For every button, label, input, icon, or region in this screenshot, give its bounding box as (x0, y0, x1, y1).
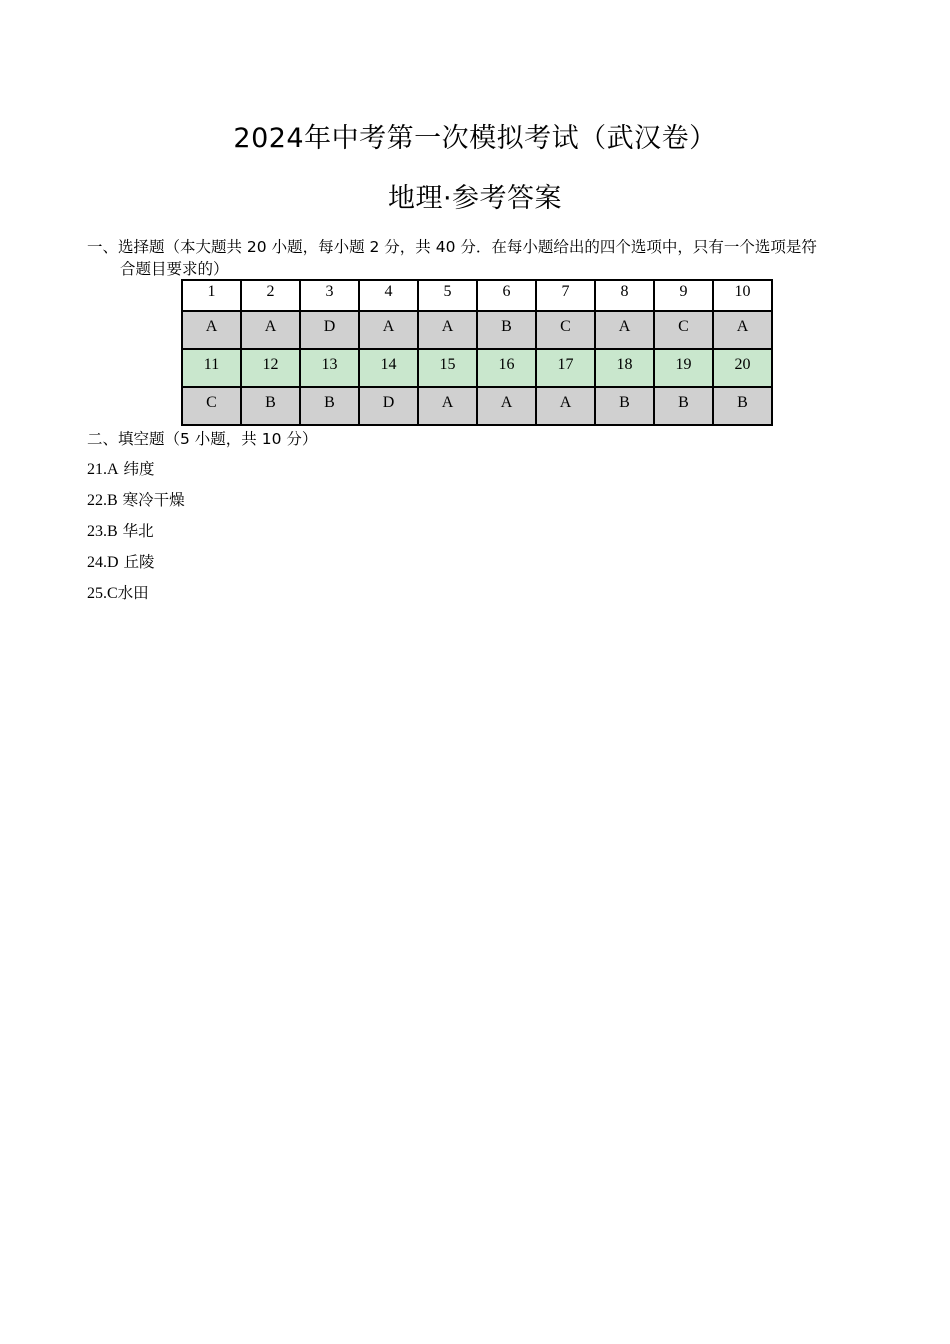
fill-answer-21 (87, 458, 155, 481)
question-number-cell: 11 (182, 349, 241, 387)
answer-cell: B (654, 387, 713, 425)
question-number-cell: 9 (654, 280, 713, 311)
fill-answer-23 (87, 520, 154, 543)
fill-answer-text: 寒冷干燥 (117, 491, 185, 509)
fill-answer-number: 24.D (87, 554, 119, 571)
answer-cell: A (418, 387, 477, 425)
answer-cell: A (241, 311, 300, 349)
section-1-heading-line-2: 合题目要求的） (120, 260, 229, 278)
question-number-cell: 20 (713, 349, 772, 387)
answer-cell: D (300, 311, 359, 349)
answer-cell: A (418, 311, 477, 349)
question-number-cell: 14 (359, 349, 418, 387)
fill-answer-24 (87, 551, 155, 574)
question-number-cell: 18 (595, 349, 654, 387)
section-1-heading (87, 236, 877, 280)
answer-cell: A (182, 311, 241, 349)
fill-answer-number: 23.B (87, 523, 118, 540)
answer-cell: B (241, 387, 300, 425)
fill-answer-text: 纬度 (118, 460, 155, 478)
answer-cell: B (713, 387, 772, 425)
question-number-row (182, 280, 772, 311)
answer-cell: A (713, 311, 772, 349)
question-number-cell: 4 (359, 280, 418, 311)
answer-table (181, 279, 773, 426)
fill-answer-text: 华北 (117, 522, 154, 540)
fill-answer-text: 水田 (117, 584, 149, 602)
fill-answer-text: 丘陵 (118, 553, 155, 571)
question-number-cell: 10 (713, 280, 772, 311)
question-number-cell: 2 (241, 280, 300, 311)
question-number-cell: 16 (477, 349, 536, 387)
answer-cell: B (300, 387, 359, 425)
question-number-cell: 15 (418, 349, 477, 387)
question-number-cell: 12 (241, 349, 300, 387)
question-number-cell: 3 (300, 280, 359, 311)
question-number-cell: 8 (595, 280, 654, 311)
section-1-heading-line-1: 一、选择题（本大题共 20 小题，每小题 2 分，共 40 分．在每小题给出的四个选项中，只有一个选项是符 (87, 238, 817, 256)
answer-row (182, 311, 772, 349)
answer-cell: B (595, 387, 654, 425)
document-title: 2024年中考第一次模拟考试（武汉卷） (233, 123, 717, 154)
answer-cell: D (359, 387, 418, 425)
question-number-cell: 1 (182, 280, 241, 311)
answer-row (182, 387, 772, 425)
fill-answer-22 (87, 489, 185, 512)
answer-cell: A (595, 311, 654, 349)
question-number-cell: 6 (477, 280, 536, 311)
answer-cell: C (536, 311, 595, 349)
answer-cell: A (359, 311, 418, 349)
answer-cell: C (654, 311, 713, 349)
question-number-cell: 19 (654, 349, 713, 387)
question-number-cell: 7 (536, 280, 595, 311)
fill-answer-number: 21.A (87, 461, 119, 478)
answer-cell: B (477, 311, 536, 349)
answer-cell: A (536, 387, 595, 425)
answer-cell: C (182, 387, 241, 425)
fill-answer-25 (87, 582, 149, 605)
section-2-heading: 二、填空题（5 小题，共 10 分） (87, 430, 318, 448)
fill-answer-number: 25.C (87, 585, 118, 602)
question-number-cell: 5 (418, 280, 477, 311)
question-number-row (182, 349, 772, 387)
question-number-cell: 17 (536, 349, 595, 387)
document-subtitle: 地理·参考答案 (387, 183, 563, 214)
fill-answer-number: 22.B (87, 492, 118, 509)
question-number-cell: 13 (300, 349, 359, 387)
answer-cell: A (477, 387, 536, 425)
